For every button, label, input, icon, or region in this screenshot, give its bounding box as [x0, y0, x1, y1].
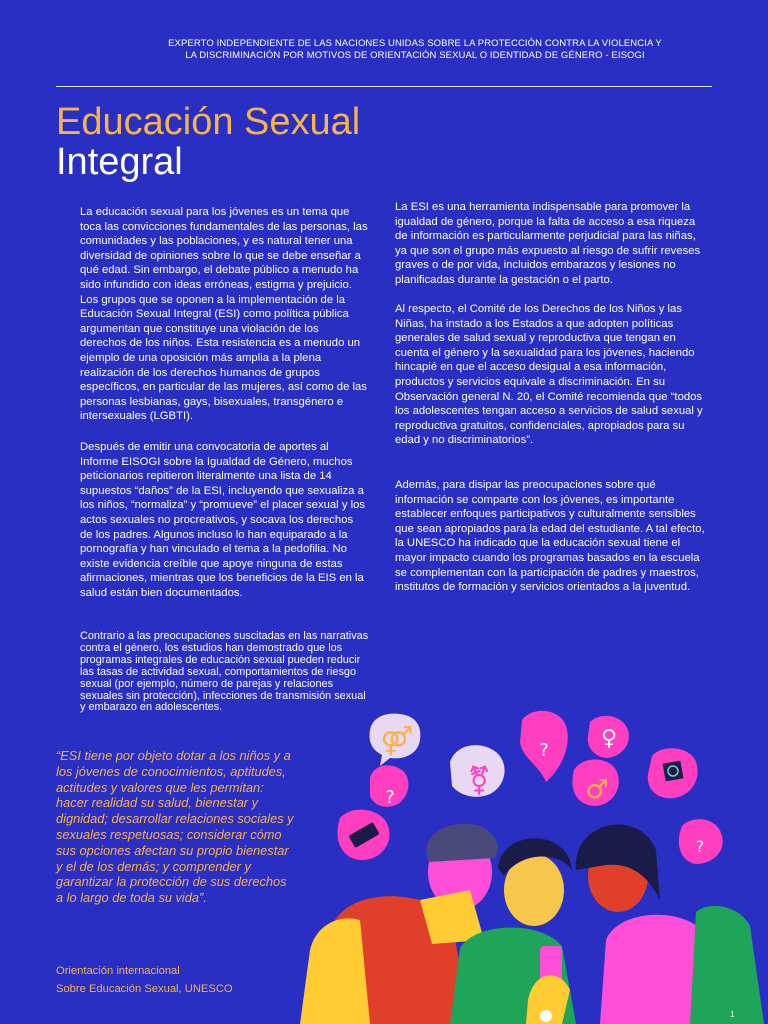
female-symbol-icon: ♀ — [600, 726, 618, 751]
left-paragraph-1: La educación sexual para los jóvenes es un tema que toca las convicciones fundamentales de las personas, las comunidades y las poblaciones, y es natural tener una diversidad de opiniones sobre lo que se debe enseñar a qué edad. Sin embargo, el debate público a menudo ha sido infundido con ideas erróneas, estigma y prejuicio. Los grupos que se oponen a la implementación de la Educación Sexual Integral (ESI) como política pública argumentan que constituye una violación de los derechos de los niños. Esta resistencia es a menudo un ejemplo de una oposición más amplia a la plena realización de los derechos humanos de grupos específicos, en particular de las mujeres, así como de las personas lesbianas, gays, bisexuales, transgénero e intersexuales (LGBTI). — [80, 206, 368, 423]
page-title-line-1: Educación Sexual — [56, 101, 361, 143]
question-mark-icon: ? — [695, 837, 705, 856]
question-mark-icon: ? — [539, 740, 549, 761]
right-paragraph-2: Al respecto, el Comité de los Derechos de los Niños y las Niñas, ha instado a los Estados a que adopten políticas generales de salud sexual y reproductiva que tengan en cuenta el género y la sexualidad para los jóvenes, haciendo hincapié en que el acceso desigual a esa información, productos y servicios equivale a discriminación. En su Observación general N. 20, el Comité recomienda que “todos los adolescentes tengan acceso a servicios de salud sexual y reproductiva gratuitos, confidenciales, apropiados para su edad y no discriminatorios”. — [395, 303, 703, 447]
header-line-2: LA DISCRIMINACIÓN POR MOTIVOS DE ORIENTACIÓN SEXUAL O IDENTIDAD DE GÉNERO - EISOGI — [185, 50, 645, 61]
left-paragraph-3: Contrario a las preocupaciones suscitadas en las narrativas contra el género, los estudios han demostrado que los programas integrales de educación sexual pueden reducir las tasas de actividad sexual, comportamientos de riesgo sexual (por ejemplo, número de parejas y relaciones sexuales sin protección), infecciones de transmisión sexual y embarazo en adolescentes. — [80, 630, 369, 714]
page-number: 1 — [730, 1010, 735, 1019]
left-paragraph-2: Después de emitir una convocatoria de aportes al Informe EISOGI sobre la Igualdad de Género, muchos peticionarios repitieron literalmente una lista de 14 supuestos “daños” de la ESI, incluyendo que sexualiza a los niños, “normaliza” y “promueve” el placer sexual y los actos sexuales no procreativos, y socava los derechos de los padres. Algunos incluso lo han equiparado a la pornografía y han vinculado el tema a la pedofilia. No existe evidencia creíble que apoye ninguna de estas afirmaciones, mientras que los beneficios de la EIS en la salud están bien documentados. — [80, 441, 366, 599]
male-symbol-icon: ♂ — [585, 775, 609, 805]
page-title-line-2: Integral — [56, 141, 183, 183]
quote-source-line-2: Sobre Educación Sexual, UNESCO — [56, 983, 233, 995]
report-header — [140, 38, 690, 62]
transgender-icon: ⚧ — [467, 764, 491, 797]
question-mark-icon: ? — [385, 787, 395, 808]
venus-mars-icon: ⚤ — [380, 724, 414, 757]
header-line-1: EXPERTO INDEPENDIENTE DE LAS NACIONES UNIDAS SOBRE LA PROTECCIÓN CONTRA LA VIOLENCIA Y — [168, 38, 662, 49]
right-paragraph-3: Además, para disipar las preocupaciones sobre qué información se comparte con los jóvenes, es importante establecer enfoques participativos y culturalmente sensibles que sean apropiados para la edad del estudiante. A tal efecto, la UNESCO ha indicado que la educación sexual tiene el mayor impacto cuando los programas basados en la escuela se complementan con la participación de padres y maestros, institutos de formación y servicios orientados a la juventud. — [395, 479, 705, 594]
youth-phone-illustration — [300, 700, 768, 1024]
header-divider — [56, 86, 712, 87]
condom-icon — [648, 748, 698, 798]
right-paragraph-1: La ESI es una herramienta indispensable para promover la igualdad de género, porque la falta de acceso a esa riqueza de información es particularmente perjudicial para las niñas, ya que son el grupo más expuesto al riesgo de sufrir reveses graves o de por vida, incluidos embarazos y lesiones no planificadas durante la gestación o el parto. — [395, 201, 701, 286]
quote-source — [56, 962, 233, 998]
unesco-quote: “ESI tiene por objeto dotar a los niños y a los jóvenes de conocimientos, aptitudes, actitudes y valores que les permitan: hacer realidad su salud, bienestar y dignidad; desarrollar relaciones sociales y sexuales respetuosas; considerar cómo sus opciones afectan su propio bienestar y el de los demás; y comprender y garantizar la protección de sus derechos a lo largo de toda su vida”. — [56, 748, 294, 906]
pill-pack-icon — [337, 810, 389, 860]
quote-source-line-1: Orientación internacional — [56, 965, 180, 977]
speech-bubble-icon — [370, 714, 421, 766]
